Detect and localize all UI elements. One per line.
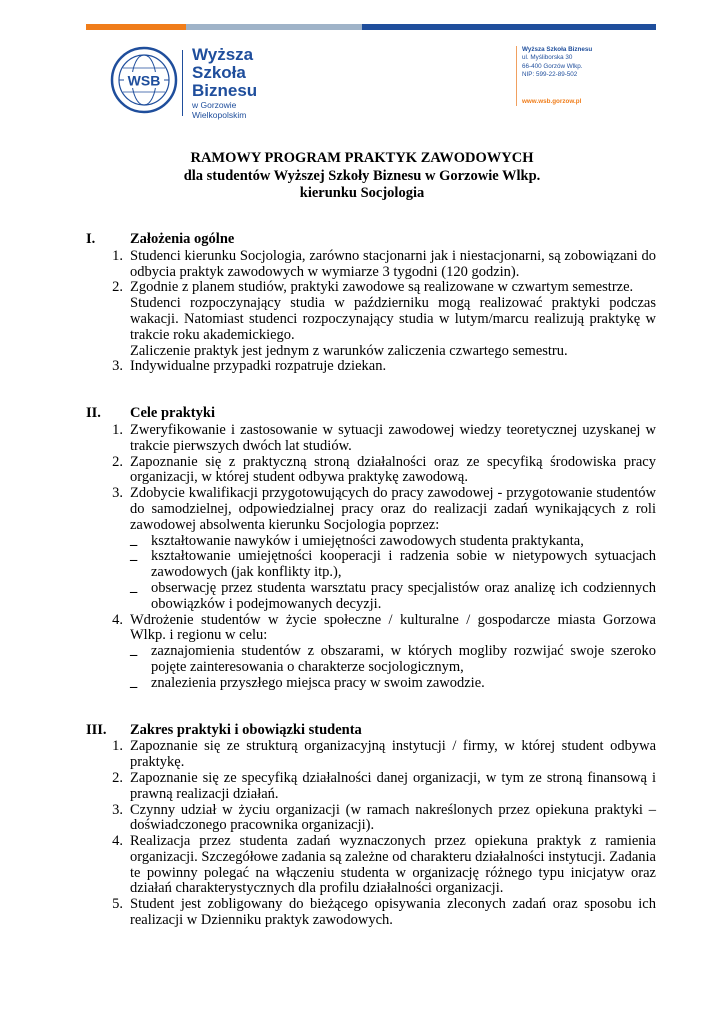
title-line-1: RAMOWY PROGRAM PRAKTYK ZAWODOWYCH — [190, 150, 534, 166]
logo-sub-line: w Gorzowie — [192, 100, 237, 110]
dash-marker: – — [130, 552, 138, 569]
list-item-number: 3. — [112, 485, 123, 502]
dash-item-text: znalezienia przyszłego miejsca pracy w swoim zawodzie. — [151, 674, 485, 691]
address-web-link[interactable]: www.wsb.gorzow.pl — [522, 98, 582, 105]
section-number: III. — [86, 721, 107, 738]
dash-item — [86, 549, 656, 581]
wsb-globe-logo-icon — [110, 46, 178, 114]
dash-marker: – — [130, 536, 138, 553]
list-item-text: Studenci kierunku Socjologia, zarówno stacjonarni jak i niestacjonarni, są zobowiązani do odbycia praktyk zawodowych w wymiarze 3 tygodni (120 godzin). — [130, 247, 656, 280]
list-item-number: 1. — [112, 421, 123, 438]
section — [86, 723, 656, 929]
logo-name-line: Szkoła — [192, 63, 246, 82]
list-item-text: Zapoznanie się z praktyczną stroną działalności oraz ze specyfiką środowiska pracy organizacji, w której student odbywa praktykę zawodową. — [130, 453, 656, 486]
list-item-number: 5. — [112, 896, 123, 913]
dash-marker: – — [130, 678, 138, 695]
logo-name-line: Wyższa — [192, 45, 254, 64]
address-block — [522, 46, 652, 105]
list-item — [86, 771, 656, 803]
list-item-number: 3. — [112, 801, 123, 818]
section-heading — [86, 406, 656, 422]
list-item-number: 3. — [112, 358, 123, 375]
dash-marker: – — [130, 583, 138, 600]
section-title: Założenia ogólne — [130, 231, 235, 247]
logo-sub-line: Wielkopolskim — [192, 110, 247, 120]
list-item — [86, 486, 656, 533]
section-title: Cele praktyki — [130, 405, 215, 422]
document-title — [0, 150, 724, 203]
logo-emblem-text: WSB — [127, 72, 161, 89]
list-item-number: 4. — [112, 611, 123, 628]
list-item-number: 1. — [112, 247, 123, 264]
list-item-text: Zgodnie z planem studiów, praktyki zawodowe są realizowane w czwartym semestrze. — [130, 279, 634, 296]
list-item — [86, 834, 656, 897]
list-item-number: 4. — [112, 833, 123, 850]
list-item-text: Czynny udział w życiu organizacji (w ramach nakreślonych przez opiekuna praktyki – doświadczonego pracownika organizacji). — [130, 801, 656, 834]
title-line-2: dla studentów Wyższej Szkoły Biznesu w Gorzowie Wlkp. — [183, 167, 541, 184]
list-item-text: Zdobycie kwalifikacji przygotowujących do pracy zawodowej - przygotowanie studentów do samodzielnej, odpowiedzialnej pracy oraz do realizacji zadań wynikających z roli zawodowej absolwenta kierunku Socjologia poprzez: — [130, 485, 656, 533]
dash-item — [86, 532, 656, 553]
section-title: Zakres praktyki i obowiązki studenta — [130, 721, 362, 738]
document-body — [86, 232, 656, 929]
dash-item-text: zaznajomienia studentów z obszarami, w których mogliby rozwijać swoje szeroko pojęte zainteresowania o charakterze socjologicznym, — [151, 643, 656, 675]
section-number: I. — [86, 231, 96, 247]
dash-item — [86, 644, 656, 676]
logo-name — [192, 46, 257, 100]
address-street: ul. Myśliborska 30 — [522, 54, 573, 62]
list-item — [86, 280, 656, 359]
section-number: II. — [86, 405, 101, 422]
list-item — [86, 423, 656, 455]
list-item — [86, 455, 656, 487]
section-heading — [86, 232, 656, 248]
list-item — [86, 739, 656, 771]
color-bar-light-blue — [186, 24, 362, 30]
list-item-text: Zweryfikowanie i zastosowanie w sytuacji zawodowej wiedzy teoretycznej uzyskanej w trakcie pierwszych dwóch lat studiów. — [130, 421, 656, 454]
list-item-text: Student jest zobligowany do bieżącego opisywania zleconych zadań oraz sposobu ich realizacji w Dzienniku praktyk zawodowych. — [130, 896, 656, 929]
dash-item-text: kształtowanie nawyków i umiejętności zawodowych studenta praktykanta, — [151, 532, 584, 549]
list-item-text: Realizacja przez studenta zadań wyznaczonych przez opiekuna praktyk z ramienia organizacji. Szczegółowe zadania są zależne od charakteru działalności instytucji. Zadania te powinny polegać na włączeniu studenta w organizację różnego typu inicjatyw oraz działań charakterystycznych dla profilu działalności organizacji. — [130, 833, 656, 897]
dash-marker: – — [130, 647, 138, 664]
header-color-bar — [86, 24, 656, 30]
color-bar-navy — [362, 24, 656, 30]
list-item-number: 2. — [112, 279, 123, 296]
logo-location — [192, 100, 246, 120]
list-item-text: Studenci rozpoczynający studia w październiku mogą realizować praktyki podczas wakacji. Natomiast studenci rozpoczynający studia w lutym/marcu realizują praktykę w trakcie roku akademickiego. — [130, 295, 656, 343]
list-item — [86, 359, 656, 375]
dash-item — [86, 674, 656, 695]
address-divider — [516, 46, 517, 106]
dash-item-text: obserwację przez studenta warsztatu pracy specjalistów oraz analizę ich codziennych obowiązków i podejmowanych decyzji. — [151, 579, 656, 612]
logo-divider — [182, 50, 183, 116]
address-name: Wyższa Szkoła Biznesu — [522, 46, 593, 53]
list-item-text: Zapoznanie się ze strukturą organizacyjną instytucji / firmy, w której student odbywa praktykę. — [130, 738, 656, 771]
section-heading — [86, 723, 656, 739]
list-item — [86, 613, 656, 645]
address-city: 66-400 Gorzów Wlkp. — [522, 62, 583, 70]
color-bar-orange — [86, 24, 186, 30]
list-item — [86, 249, 656, 281]
section — [86, 232, 656, 375]
logo-name-line: Biznesu — [192, 81, 258, 100]
title-line-3: kierunku Socjologia — [299, 185, 425, 201]
list-item-number: 1. — [112, 738, 123, 755]
list-item — [86, 803, 656, 835]
list-item-number: 2. — [112, 769, 123, 786]
list-item-text: Zaliczenie praktyk jest jednym z warunków zaliczenia czwartego semestru. — [130, 342, 568, 359]
dash-item-text: kształtowanie umiejętności kooperacji i radzenia sobie w nietypowych sytuacjach zawodowych (jak konflikty itp.), — [151, 548, 656, 581]
section — [86, 405, 656, 695]
list-item-text: Indywidualne przypadki rozpatruje dziekan. — [130, 358, 387, 375]
address-nip: NIP: 599-22-89-502 — [522, 70, 578, 78]
dash-item — [86, 581, 656, 613]
list-item-text: Zapoznanie się ze specyfiką działalności danej organizacji, w tym ze stroną finansową i prawną realizacji działań. — [130, 769, 656, 802]
list-item — [86, 897, 656, 929]
list-item-number: 2. — [112, 453, 123, 470]
list-item-text: Wdrożenie studentów w życie społeczne / kulturalne / gospodarcze miasta Gorzowa Wlkp. i regionu w celu: — [130, 611, 656, 644]
